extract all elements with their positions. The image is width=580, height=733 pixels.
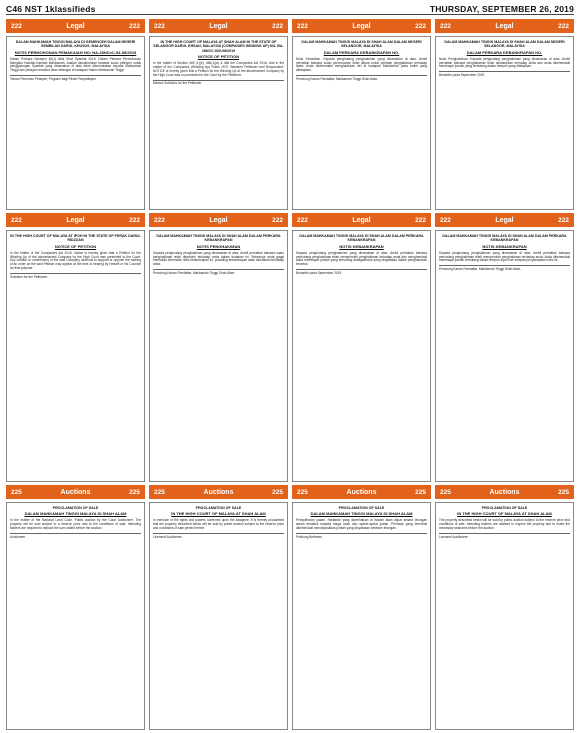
category-code: 222 bbox=[11, 22, 22, 30]
notice-header: DALAM MAHKAMAH TINGGI MALAYA DI GEMENCEH DALAM NEGERI SEMBILAN DARUL KHUSUS, MALAYSIA bbox=[15, 40, 136, 49]
legal-notice bbox=[6, 36, 145, 210]
notice-header: DALAM MAHKAMAH TINGGI MALAYA DI SHAH ALAM DALAM PERKARA KEBANKRAPAN bbox=[299, 234, 424, 243]
category-code: 222 bbox=[272, 216, 283, 224]
notice-header: DALAM MAHKAMAH TINGGI MALAYA DI SHAH ALAM DALAM NEGERI SELANGOR, MALAYSIA bbox=[301, 40, 422, 49]
category-label: Legal bbox=[66, 22, 85, 30]
notice-title: NOTICE OF PETITION bbox=[197, 54, 240, 60]
category-code: 222 bbox=[129, 216, 140, 224]
notices-row3 bbox=[6, 502, 574, 730]
legal-notice bbox=[149, 36, 288, 210]
notice-body: In the matter of Section 465 (1)(e), 466(1)(a) & 466 the Companies Act 2016. And in the matter of the Companies (Winding Up) Rules 1972. Between Petitioner and Respondent. NOTICE is hereby given that a Petition for the Winding Up of the abovenamed Company by the High Court was on presented to the Court by the Petitioner. bbox=[153, 61, 284, 77]
divider bbox=[439, 71, 570, 72]
divider bbox=[10, 533, 141, 534]
notice-body: Perisytiharan jualan. Hartanah yang diperihalkan di bawah akan dijual secara lelongan awam tertakluk kepada harga rizab dan syarat-syarat jualan. Penawar yang berminat dikehendaki mendepositkan jumlah yang dinyatakan sebelum lelongan. bbox=[296, 518, 427, 531]
notices-row2 bbox=[6, 230, 574, 482]
category-band-row3 bbox=[6, 485, 574, 499]
notice-footer: Messrs Solicitors for the Petitioner. bbox=[153, 81, 203, 86]
notice-header: PROCLAMATION OF SALE bbox=[52, 506, 99, 510]
notice-footer: Bertarikh pada September 2019. bbox=[439, 72, 486, 77]
category-label: Auctions bbox=[489, 488, 520, 496]
category-label: Legal bbox=[495, 216, 514, 224]
category-tab bbox=[435, 213, 574, 227]
category-code: 222 bbox=[129, 22, 140, 30]
notice-body: Kepada penghutang penghakiman yang dinamakan di atas. Ambil perhatian bahawa pemiutang penghakiman telah memperoleh penghakiman terhadap anda. Anda dikehendaki membayar jumlah terhutang dalam tempoh tujuh hari selepas penyampaian notis ini. bbox=[439, 250, 570, 263]
divider bbox=[153, 80, 284, 81]
notice-body: The property described below will be sold by public auction subject to the reserve price and conditions of sale. Intending bidders are advised to inspect the property and to make the necessary searches before the auction. bbox=[439, 518, 570, 531]
divider bbox=[10, 75, 141, 76]
masthead-left: C46 NST 1klassifieds bbox=[6, 3, 96, 14]
notice-title: NOTIS PERMOHONAN PEMAKAIAN NO: NA-28NCvC-54-09/2019 bbox=[14, 49, 137, 55]
notice-header: IN THE HIGH COURT OF MALAYA AT SHAH ALAM IN THE STATE OF SELANGOR DARUL EHSAN, MALAYSIA (COMPANIES WINDING UP) NO. BA-28NCC-920-08/2019 bbox=[153, 40, 284, 53]
category-code: 222 bbox=[297, 22, 308, 30]
category-label: Auctions bbox=[346, 488, 377, 496]
notice-header: DALAM MAHKAMAH TINGGI MALAYA DI SHAH ALAM DALAM PERKARA KEBANKRAPAN bbox=[442, 234, 567, 243]
notices-row1 bbox=[6, 36, 574, 210]
notice-header: PROCLAMATION OF SALE bbox=[195, 506, 242, 510]
notice-footer: Licensed Auctioneer. bbox=[153, 534, 183, 539]
divider bbox=[153, 533, 284, 534]
notice-body: Dalam Perkara Seksyen 46(1) Akta Sirat Syarikat 2016. Dalam Perkara Permohonan Mengikut Kaedah-Kaedah Mahkamah. Adalah dimaklumkan bahawa suatu petisyen untuk penggulungan Syarikat yang dinamakan di atas telah dikemukakan kepada Mahkamah Tinggi dan petisyen tersebut akan didengar di hadapan Hakim Mahkamah Tinggi. bbox=[10, 56, 141, 73]
category-code: 222 bbox=[558, 22, 569, 30]
notice-title: DALAM MAHKAMAH TINGGI MALAYA DI SHAH ALAM bbox=[24, 511, 127, 517]
divider bbox=[296, 269, 427, 270]
category-tab bbox=[435, 485, 574, 499]
notice-body: Kepada penghutang penghakiman yang dinamakan di atas. Ambil perhatian bahawa suatu penghakiman telah diperoleh terhadap anda dalam tindakan ini. Sekiranya anda gagal mematuhi kehendak notis kebankrapan ini, prosiding kebankrapan akan dimulakan terhadap anda. bbox=[153, 250, 284, 267]
category-label: Legal bbox=[209, 216, 228, 224]
legal-notice bbox=[149, 230, 288, 482]
notice-body: In exercise of the rights and powers conferred upon the Assignee, it is hereby proclaimed that the property described below will be sold by public auction subject to the reserve price and conditions of sale printed herein. bbox=[153, 518, 284, 531]
category-tab bbox=[6, 485, 145, 499]
category-band-row1 bbox=[6, 19, 574, 33]
category-tab bbox=[292, 19, 431, 33]
divider bbox=[439, 533, 570, 534]
notice-footer: Bertarikh pada September 2019. bbox=[296, 270, 343, 275]
category-code: 222 bbox=[558, 216, 569, 224]
divider bbox=[296, 75, 427, 76]
notice-footer: Solicitors for the Petitioner. bbox=[10, 274, 48, 279]
category-code: 222 bbox=[440, 216, 451, 224]
category-label: Legal bbox=[495, 22, 514, 30]
category-code: 222 bbox=[272, 22, 283, 30]
category-tab bbox=[435, 19, 574, 33]
notice-title: IN THE HIGH COURT OF MALAYA AT SHAH ALAM bbox=[457, 511, 552, 517]
notice-footer: Auctioneer. bbox=[10, 534, 26, 539]
category-tab bbox=[292, 213, 431, 227]
category-code: 225 bbox=[272, 488, 283, 496]
auction-notice bbox=[149, 502, 288, 730]
notice-footer: Penolong Kanan Pendaftar, Mahkamah Tinggi Shah Alam. bbox=[439, 266, 522, 271]
notice-title: NOTICE OF PETITION bbox=[54, 243, 97, 249]
divider bbox=[439, 265, 570, 266]
auction-notice bbox=[292, 502, 431, 730]
category-code: 222 bbox=[415, 22, 426, 30]
category-label: Legal bbox=[209, 22, 228, 30]
page-masthead bbox=[6, 3, 574, 15]
divider bbox=[296, 533, 427, 534]
category-tab bbox=[149, 213, 288, 227]
category-code: 225 bbox=[440, 488, 451, 496]
notice-title: NOTIS KEBANKRAPAN bbox=[339, 243, 384, 249]
legal-notice bbox=[435, 230, 574, 482]
legal-notice bbox=[292, 230, 431, 482]
category-code: 222 bbox=[440, 22, 451, 30]
notice-header: PROCLAMATION OF SALE bbox=[338, 506, 385, 510]
category-code: 222 bbox=[297, 216, 308, 224]
category-label: Legal bbox=[352, 216, 371, 224]
category-code: 225 bbox=[558, 488, 569, 496]
notice-body: In the matter of the National Land Code. Public auction by the Court Auctioneer. The property will be sold subject to a reserve price and to the conditions of sale. Intending bidders are required to deposit the sum stated before the auction. bbox=[10, 518, 141, 531]
category-tab bbox=[149, 19, 288, 33]
divider bbox=[153, 269, 284, 270]
notice-footer: Licensed Auctioneer. bbox=[439, 534, 469, 539]
notice-title: NOTIS KEBANKRAPAN bbox=[482, 243, 527, 249]
notice-footer: Penolong Kanan Pendaftar, Mahkamah Tinggi Shah Alam. bbox=[296, 76, 379, 81]
legal-notice bbox=[6, 230, 145, 482]
category-code: 225 bbox=[11, 488, 22, 496]
legal-notice bbox=[435, 36, 574, 210]
notice-header: DALAM MAHKAMAH TINGGI MALAYA DI SHAH ALAM DALAM PERKARA KEBANKRAPAN bbox=[156, 234, 281, 243]
notice-header: PROCLAMATION OF SALE bbox=[481, 506, 528, 510]
category-code: 225 bbox=[415, 488, 426, 496]
divider bbox=[10, 273, 141, 274]
category-code: 222 bbox=[154, 22, 165, 30]
notice-title: DALAM MAHKAMAH TINGGI MALAYA DI SHAH ALAM bbox=[310, 511, 413, 517]
category-tab bbox=[292, 485, 431, 499]
notice-footer: Penolong Kanan Pendaftar, Mahkamah Tinggi Shah Alam. bbox=[153, 270, 236, 275]
category-label: Legal bbox=[352, 22, 371, 30]
category-band-row2 bbox=[6, 213, 574, 227]
notice-header: IN THE HIGH COURT OF MALAYA AT IPOH IN THE STATE OF PERAK DARUL RIDZUAN bbox=[10, 234, 141, 243]
legal-notice bbox=[292, 36, 431, 210]
masthead-right: THURSDAY, SEPTEMBER 26, 2019 bbox=[429, 3, 574, 14]
notice-body: Notis Penghakiman. Kepada penghutang penghakiman yang dinamakan di atas. Ambil perhatian bahawa penghakiman telah dimasukkan terhadap anda dan anda dikehendaki membayar jumlah yang terhutang dalam tempoh yang ditetapkan. bbox=[439, 56, 570, 69]
auction-notice bbox=[435, 502, 574, 730]
category-code: 225 bbox=[154, 488, 165, 496]
notice-body: Kepada penghutang penghakiman yang dinamakan di atas. Ambil perhatian bahawa pemiutang penghakiman telah memperoleh penghakiman terhadap anda dan menghendaki anda membayar jumlah yang terhutang sebagaimana yang dinyatakan dalam penghakiman tersebut. bbox=[296, 250, 427, 267]
category-tab bbox=[6, 19, 145, 33]
category-tab bbox=[6, 213, 145, 227]
auction-notice bbox=[6, 502, 145, 730]
notice-body: In the Matter of the Companies Act 2016. Notice is hereby given that a Petition for the Winding Up of the abovenamed Company by the High Court was presented to the Court. Any creditor or contributory of the said Company desirous to support or oppose the making of an order on the said Petition may appear at the time of hearing by himself or his Counsel for that purpose. bbox=[10, 250, 141, 271]
notice-title: DALAM PERKARA KEBANKRAPAN NO. bbox=[466, 49, 543, 55]
category-code: 225 bbox=[297, 488, 308, 496]
notice-footer: Tetuan Pemohon Petisyen, Peguam bagi Pihak Pempetisyen. bbox=[10, 76, 97, 81]
notice-header: DALAM MAHKAMAH TINGGI MALAYA DI SHAH ALAM DALAM NEGERI SELANGOR, MALAYSIA bbox=[444, 40, 565, 49]
category-label: Auctions bbox=[60, 488, 91, 496]
category-label: Auctions bbox=[203, 488, 234, 496]
category-code: 222 bbox=[154, 216, 165, 224]
notice-title: NOTIS PENGHAKIMAN bbox=[196, 243, 241, 249]
notice-footer: Pelelong Berlesen. bbox=[296, 534, 323, 539]
category-tab bbox=[149, 485, 288, 499]
notice-body: Notis Kehadiran. Kepada penghutang penghakiman yang dinamakan di atas. Ambil perhatian bahawa suatu permohonan telah dibuat untuk perintah penghakiman terhadap anda. Anda dikehendaki menghadirkan diri di hadapan Mahkamah pada tarikh yang ditetapkan. bbox=[296, 56, 427, 73]
category-code: 222 bbox=[11, 216, 22, 224]
category-label: Legal bbox=[66, 216, 85, 224]
category-code: 222 bbox=[415, 216, 426, 224]
category-code: 225 bbox=[129, 488, 140, 496]
notice-title: DALAM PERKARA KEBANKRAPAN NO. bbox=[323, 49, 400, 55]
notice-title: IN THE HIGH COURT OF MALAYA AT SHAH ALAM bbox=[171, 511, 266, 517]
